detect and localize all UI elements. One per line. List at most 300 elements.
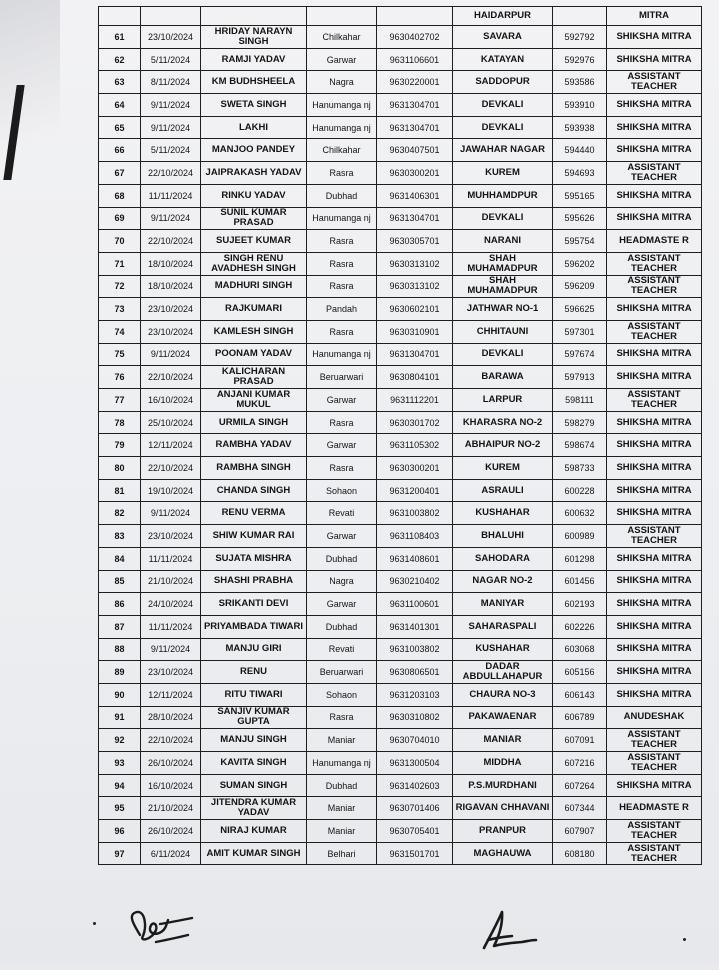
table-body — [99, 7, 702, 865]
cell-name: HRIDAY NARAYN SINGH — [201, 26, 307, 49]
cell-name: RAMJI YADAV — [201, 48, 307, 71]
cell-code: 9631401301 — [377, 615, 453, 638]
cell-date: 23/10/2024 — [141, 525, 201, 548]
cell-code: 9631501701 — [377, 842, 453, 865]
cell-school: PRANPUR — [453, 820, 553, 843]
table-row — [99, 638, 702, 661]
cell-school: PAKAWAENAR — [453, 706, 553, 729]
cell-post: MITRA — [607, 7, 702, 26]
cell-name: ANJANI KUMAR MUKUL — [201, 389, 307, 412]
cell-school: LARPUR — [453, 389, 553, 412]
cell-block: Maniar — [307, 729, 377, 752]
table-row — [99, 661, 702, 684]
cell-name: POONAM YADAV — [201, 343, 307, 366]
cell-name: RITU TIWARI — [201, 683, 307, 706]
table-row — [99, 683, 702, 706]
cell-name: JITENDRA KUMAR YADAV — [201, 797, 307, 820]
cell-block: Nagra — [307, 71, 377, 94]
cell-post: SHIKSHA MITRA — [607, 615, 702, 638]
cell-block: Garwar — [307, 389, 377, 412]
table-row — [99, 479, 702, 502]
cell-date: 26/10/2024 — [141, 752, 201, 775]
cell-block: Dubhad — [307, 615, 377, 638]
cell-code: 9631402603 — [377, 774, 453, 797]
table-row — [99, 457, 702, 480]
table-row — [99, 184, 702, 207]
cell-code: 9631003802 — [377, 638, 453, 661]
cell-school: KUSHAHAR — [453, 502, 553, 525]
cell-block: Chilkahar — [307, 139, 377, 162]
cell-date: 26/10/2024 — [141, 820, 201, 843]
table-row — [99, 797, 702, 820]
cell-udise: 608180 — [553, 842, 607, 865]
cell-school: DEVKALI — [453, 343, 553, 366]
cell-post: ASSISTANT TEACHER — [607, 820, 702, 843]
cell-udise: 597913 — [553, 366, 607, 389]
cell-sr: 93 — [99, 752, 141, 775]
cell-post: SHIKSHA MITRA — [607, 661, 702, 684]
cell-post: SHIKSHA MITRA — [607, 207, 702, 230]
cell-school: SADDOPUR — [453, 71, 553, 94]
cell-udise: 597301 — [553, 320, 607, 343]
cell-block: Dubhad — [307, 774, 377, 797]
cell-block: Hanumanga nj — [307, 94, 377, 117]
cell-date: 16/10/2024 — [141, 389, 201, 412]
cell-code: 9630305701 — [377, 230, 453, 253]
cell-post: SHIKSHA MITRA — [607, 774, 702, 797]
cell-date: 8/11/2024 — [141, 71, 201, 94]
cell-name: SRIKANTI DEVI — [201, 593, 307, 616]
cell-post: SHIKSHA MITRA — [607, 638, 702, 661]
cell-post: ASSISTANT TEACHER — [607, 729, 702, 752]
cell-udise: 606789 — [553, 706, 607, 729]
cell-block: Rasra — [307, 230, 377, 253]
cell-udise: 596209 — [553, 275, 607, 298]
cell-udise: 598111 — [553, 389, 607, 412]
cell-name: KM BUDHSHEELA — [201, 71, 307, 94]
cell-sr: 78 — [99, 411, 141, 434]
cell-code: 9630301702 — [377, 411, 453, 434]
table-row — [99, 525, 702, 548]
table-row-continued — [99, 7, 702, 26]
cell-sr: 76 — [99, 366, 141, 389]
table-row — [99, 615, 702, 638]
cell-sr: 67 — [99, 162, 141, 185]
cell-post: ASSISTANT TEACHER — [607, 162, 702, 185]
cell-code: 9631408601 — [377, 547, 453, 570]
cell-sr: 83 — [99, 525, 141, 548]
cell-name: RAMBHA YADAV — [201, 434, 307, 457]
cell-post: SHIKSHA MITRA — [607, 298, 702, 321]
cell-name: MANJU GIRI — [201, 638, 307, 661]
cell-udise: 593910 — [553, 94, 607, 117]
cell-post: SHIKSHA MITRA — [607, 547, 702, 570]
cell-date: 9/11/2024 — [141, 638, 201, 661]
cell-udise: 595626 — [553, 207, 607, 230]
cell-school: KUREM — [453, 162, 553, 185]
table-row — [99, 842, 702, 865]
cell-post: ANUDESHAK — [607, 706, 702, 729]
cell-udise: 597674 — [553, 343, 607, 366]
cell-post: ASSISTANT TEACHER — [607, 752, 702, 775]
cell-post: SHIKSHA MITRA — [607, 457, 702, 480]
cell-code: 9630704010 — [377, 729, 453, 752]
cell-post: ASSISTANT TEACHER — [607, 275, 702, 298]
table-row — [99, 320, 702, 343]
cell-name: KAVITA SINGH — [201, 752, 307, 775]
cell-school: DEVKALI — [453, 116, 553, 139]
cell-post: SHIKSHA MITRA — [607, 48, 702, 71]
cell-date: 21/10/2024 — [141, 570, 201, 593]
cell-school: JAWAHAR NAGAR — [453, 139, 553, 162]
cell-date: 5/11/2024 — [141, 139, 201, 162]
cell-block: Beruarwari — [307, 661, 377, 684]
cell-code: 9631304701 — [377, 343, 453, 366]
cell-sr: 92 — [99, 729, 141, 752]
cell-sr: 62 — [99, 48, 141, 71]
cell-sr: 75 — [99, 343, 141, 366]
table-row — [99, 547, 702, 570]
cell-code: 9630407501 — [377, 139, 453, 162]
cell-udise: 600989 — [553, 525, 607, 548]
cell-sr: 80 — [99, 457, 141, 480]
cell-sr: 95 — [99, 797, 141, 820]
table-row — [99, 706, 702, 729]
table-row — [99, 389, 702, 412]
table-row — [99, 774, 702, 797]
cell-school: SAVARA — [453, 26, 553, 49]
cell-name: SWETA SINGH — [201, 94, 307, 117]
cell-udise: 605156 — [553, 661, 607, 684]
cell-sr: 73 — [99, 298, 141, 321]
signature-right — [484, 912, 536, 948]
table-row — [99, 502, 702, 525]
cell-block: Rasra — [307, 457, 377, 480]
cell-sr: 81 — [99, 479, 141, 502]
table-row — [99, 116, 702, 139]
table-row — [99, 820, 702, 843]
cell-name: KAMLESH SINGH — [201, 320, 307, 343]
cell-school: ABHAIPUR NO-2 — [453, 434, 553, 457]
cell-code: 9631300504 — [377, 752, 453, 775]
cell-date: 25/10/2024 — [141, 411, 201, 434]
cell-name: RAMBHA SINGH — [201, 457, 307, 480]
table-row — [99, 230, 702, 253]
table-row — [99, 139, 702, 162]
table-row — [99, 752, 702, 775]
cell-udise: 601298 — [553, 547, 607, 570]
table-row — [99, 298, 702, 321]
cell-date: 22/10/2024 — [141, 230, 201, 253]
cell-block: Dubhad — [307, 547, 377, 570]
cell-post: SHIKSHA MITRA — [607, 366, 702, 389]
table-row — [99, 729, 702, 752]
cell-block: Garwar — [307, 525, 377, 548]
cell-block: Revati — [307, 502, 377, 525]
cell-post: SHIKSHA MITRA — [607, 479, 702, 502]
cell-code: 9630705401 — [377, 820, 453, 843]
cell-sr: 87 — [99, 615, 141, 638]
cell-udise: 593938 — [553, 116, 607, 139]
cell-block: Nagra — [307, 570, 377, 593]
cell-block: Belhari — [307, 842, 377, 865]
cell-date: 6/11/2024 — [141, 842, 201, 865]
ink-dot — [93, 922, 96, 925]
cell-udise: 592976 — [553, 48, 607, 71]
cell-sr: 84 — [99, 547, 141, 570]
cell-date — [141, 7, 201, 26]
cell-block: Chilkahar — [307, 26, 377, 49]
table-row — [99, 162, 702, 185]
cell-sr: 66 — [99, 139, 141, 162]
cell-name: RINKU YADAV — [201, 184, 307, 207]
cell-school: DADAR ABDULLAHAPUR — [453, 661, 553, 684]
cell-name: SHIW KUMAR RAI — [201, 525, 307, 548]
cell-sr: 64 — [99, 94, 141, 117]
cell-block: Sohaon — [307, 683, 377, 706]
cell-block: Garwar — [307, 48, 377, 71]
cell-code: 9631203103 — [377, 683, 453, 706]
cell-date: 23/10/2024 — [141, 298, 201, 321]
cell-post: ASSISTANT TEACHER — [607, 320, 702, 343]
cell-date: 12/11/2024 — [141, 683, 201, 706]
cell-school: MUHHAMDPUR — [453, 184, 553, 207]
cell-name: AMIT KUMAR SINGH — [201, 842, 307, 865]
cell-post: SHIKSHA MITRA — [607, 593, 702, 616]
cell-school: HAIDARPUR — [453, 7, 553, 26]
cell-sr: 74 — [99, 320, 141, 343]
cell-post: SHIKSHA MITRA — [607, 343, 702, 366]
cell-block: Garwar — [307, 593, 377, 616]
cell-code: 9630300201 — [377, 162, 453, 185]
cell-code: 9630310802 — [377, 706, 453, 729]
cell-sr — [99, 7, 141, 26]
cell-post: SHIKSHA MITRA — [607, 139, 702, 162]
cell-date: 22/10/2024 — [141, 366, 201, 389]
cell-school: MIDDHA — [453, 752, 553, 775]
cell-school: NARANI — [453, 230, 553, 253]
cell-school: ASRAULI — [453, 479, 553, 502]
signatures-drawing — [0, 900, 719, 965]
cell-date: 23/10/2024 — [141, 26, 201, 49]
cell-post: HEADMASTE R — [607, 797, 702, 820]
table-row — [99, 275, 702, 298]
cell-school: MANIAR — [453, 729, 553, 752]
cell-school: KUREM — [453, 457, 553, 480]
cell-sr: 86 — [99, 593, 141, 616]
table-row — [99, 252, 702, 275]
cell-sr: 96 — [99, 820, 141, 843]
cell-school: BARAWA — [453, 366, 553, 389]
cell-name: KALICHARAN PRASAD — [201, 366, 307, 389]
table-row — [99, 71, 702, 94]
cell-sr: 82 — [99, 502, 141, 525]
cell-date: 24/10/2024 — [141, 593, 201, 616]
cell-udise: 596202 — [553, 252, 607, 275]
cell-sr: 69 — [99, 207, 141, 230]
cell-school: JATHWAR NO-1 — [453, 298, 553, 321]
cell-date: 23/10/2024 — [141, 661, 201, 684]
cell-udise: 602226 — [553, 615, 607, 638]
cell-block: Maniar — [307, 820, 377, 843]
cell-code: 9630804101 — [377, 366, 453, 389]
cell-code: 9630300201 — [377, 457, 453, 480]
cell-block: Rasra — [307, 411, 377, 434]
cell-udise: 607091 — [553, 729, 607, 752]
cell-sr: 63 — [99, 71, 141, 94]
cell-date: 9/11/2024 — [141, 207, 201, 230]
cell-date: 5/11/2024 — [141, 48, 201, 71]
cell-udise: 600632 — [553, 502, 607, 525]
cell-date: 12/11/2024 — [141, 434, 201, 457]
cell-udise: 595165 — [553, 184, 607, 207]
cell-date: 9/11/2024 — [141, 116, 201, 139]
cell-name: MANJOO PANDEY — [201, 139, 307, 162]
cell-block — [307, 7, 377, 26]
cell-block: Rasra — [307, 706, 377, 729]
cell-udise — [553, 7, 607, 26]
cell-name: SUMAN SINGH — [201, 774, 307, 797]
cell-name: SUJEET KUMAR — [201, 230, 307, 253]
cell-post: SHIKSHA MITRA — [607, 94, 702, 117]
cell-sr: 61 — [99, 26, 141, 49]
cell-udise: 601456 — [553, 570, 607, 593]
cell-date: 9/11/2024 — [141, 94, 201, 117]
cell-date: 18/10/2024 — [141, 275, 201, 298]
cell-block: Garwar — [307, 434, 377, 457]
cell-school: DEVKALI — [453, 207, 553, 230]
cell-date: 16/10/2024 — [141, 774, 201, 797]
cell-school: NAGAR NO-2 — [453, 570, 553, 593]
table-row — [99, 411, 702, 434]
signature-area — [0, 900, 719, 965]
cell-code: 9631200401 — [377, 479, 453, 502]
cell-post: ASSISTANT TEACHER — [607, 252, 702, 275]
cell-udise: 606143 — [553, 683, 607, 706]
cell-udise: 598279 — [553, 411, 607, 434]
cell-name — [201, 7, 307, 26]
cell-date: 19/10/2024 — [141, 479, 201, 502]
cell-name: SANJIV KUMAR GUPTA — [201, 706, 307, 729]
table-row — [99, 366, 702, 389]
cell-school: KATAYAN — [453, 48, 553, 71]
cell-udise: 595754 — [553, 230, 607, 253]
cell-udise: 607907 — [553, 820, 607, 843]
table-row — [99, 26, 702, 49]
cell-code: 9630701406 — [377, 797, 453, 820]
cell-name: PRIYAMBADA TIWARI — [201, 615, 307, 638]
cell-date: 22/10/2024 — [141, 162, 201, 185]
table-row — [99, 94, 702, 117]
cell-school: DEVKALI — [453, 94, 553, 117]
cell-sr: 88 — [99, 638, 141, 661]
cell-code: 9630402702 — [377, 26, 453, 49]
cell-school: SAHODARA — [453, 547, 553, 570]
cell-sr: 72 — [99, 275, 141, 298]
cell-block: Pandah — [307, 298, 377, 321]
cell-date: 9/11/2024 — [141, 502, 201, 525]
cell-code: 9630210402 — [377, 570, 453, 593]
cell-name: RENU — [201, 661, 307, 684]
cell-udise: 603068 — [553, 638, 607, 661]
table-row — [99, 48, 702, 71]
cell-post: SHIKSHA MITRA — [607, 116, 702, 139]
teacher-register-table — [98, 6, 702, 865]
cell-code: 9631112201 — [377, 389, 453, 412]
cell-code: 9631108403 — [377, 525, 453, 548]
cell-post: ASSISTANT TEACHER — [607, 525, 702, 548]
cell-name: JAIPRAKASH YADAV — [201, 162, 307, 185]
cell-sr: 94 — [99, 774, 141, 797]
cell-name: URMILA SINGH — [201, 411, 307, 434]
cell-code — [377, 7, 453, 26]
cell-block: Hanumanga nj — [307, 752, 377, 775]
cell-block: Maniar — [307, 797, 377, 820]
cell-code: 9630313102 — [377, 275, 453, 298]
cell-school: KUSHAHAR — [453, 638, 553, 661]
cell-date: 21/10/2024 — [141, 797, 201, 820]
cell-post: SHIKSHA MITRA — [607, 411, 702, 434]
cell-code: 9631100601 — [377, 593, 453, 616]
cell-name: SUJATA MISHRA — [201, 547, 307, 570]
cell-block: Dubhad — [307, 184, 377, 207]
cell-block: Revati — [307, 638, 377, 661]
cell-code: 9630310901 — [377, 320, 453, 343]
cell-name: RAJKUMARI — [201, 298, 307, 321]
cell-sr: 68 — [99, 184, 141, 207]
cell-school: RIGAVAN CHHAVANI — [453, 797, 553, 820]
cell-school: MAGHAUWA — [453, 842, 553, 865]
cell-udise: 594440 — [553, 139, 607, 162]
signature-left — [132, 912, 192, 942]
cell-code: 9631406301 — [377, 184, 453, 207]
cell-sr: 85 — [99, 570, 141, 593]
cell-udise: 607344 — [553, 797, 607, 820]
cell-date: 11/11/2024 — [141, 184, 201, 207]
cell-name: NIRAJ KUMAR — [201, 820, 307, 843]
cell-sr: 97 — [99, 842, 141, 865]
cell-post: SHIKSHA MITRA — [607, 184, 702, 207]
cell-school: P.S.MURDHANI — [453, 774, 553, 797]
cell-block: Rasra — [307, 162, 377, 185]
ink-dot — [683, 938, 686, 941]
cell-date: 18/10/2024 — [141, 252, 201, 275]
cell-block: Sohaon — [307, 479, 377, 502]
cell-code: 9631304701 — [377, 207, 453, 230]
cell-post: SHIKSHA MITRA — [607, 502, 702, 525]
cell-date: 11/11/2024 — [141, 547, 201, 570]
cell-post: HEADMASTE R — [607, 230, 702, 253]
cell-school: CHAURA NO-3 — [453, 683, 553, 706]
cell-code: 9630806501 — [377, 661, 453, 684]
cell-sr: 77 — [99, 389, 141, 412]
cell-block: Hanumanga nj — [307, 207, 377, 230]
cell-post: SHIKSHA MITRA — [607, 26, 702, 49]
cell-post: ASSISTANT TEACHER — [607, 842, 702, 865]
cell-name: MANJU SINGH — [201, 729, 307, 752]
table-row — [99, 434, 702, 457]
cell-code: 9631105302 — [377, 434, 453, 457]
cell-name: CHANDA SINGH — [201, 479, 307, 502]
cell-name: SHASHI PRABHA — [201, 570, 307, 593]
cell-code: 9630602101 — [377, 298, 453, 321]
cell-block: Rasra — [307, 275, 377, 298]
table-row — [99, 570, 702, 593]
cell-udise: 607264 — [553, 774, 607, 797]
cell-sr: 91 — [99, 706, 141, 729]
cell-post: ASSISTANT TEACHER — [607, 389, 702, 412]
cell-block: Hanumanga nj — [307, 116, 377, 139]
